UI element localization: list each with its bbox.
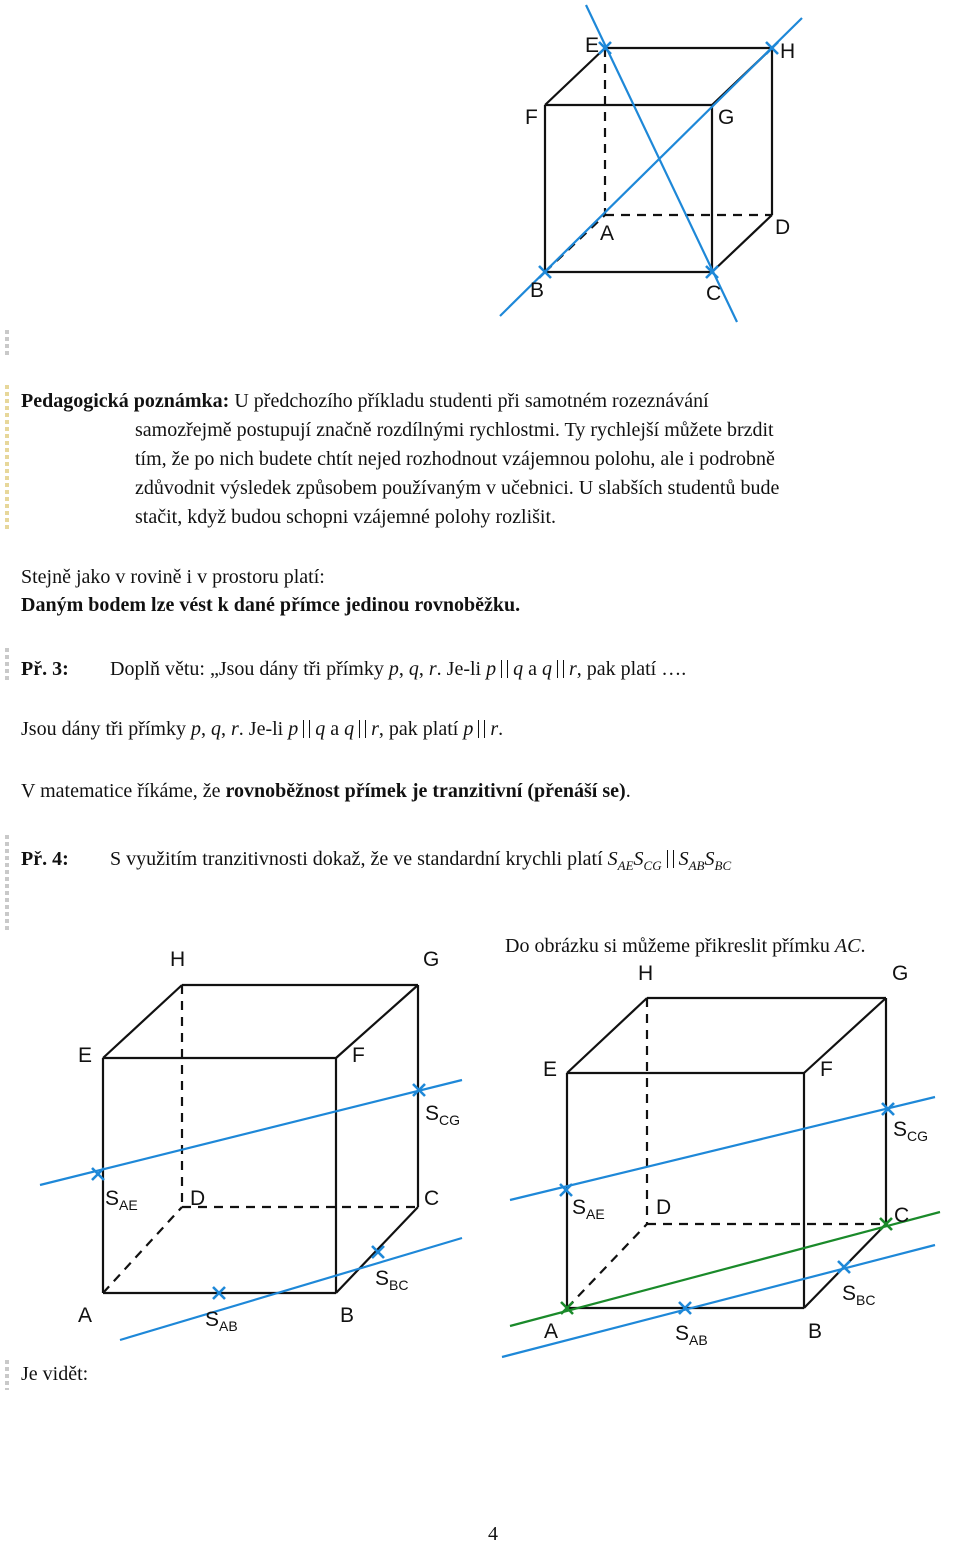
ex3-label: Př. 3: [21, 658, 69, 680]
note-line-4: zdůvodnit výsledek způsobem používaným v učebnici. U slabších studentů bude [135, 477, 780, 499]
f3-label-c: C [894, 1204, 910, 1227]
parallel-symbol [303, 720, 310, 738]
point-marker-sbc [372, 1246, 384, 1258]
rule-intro: Stejně jako v rovině i v prostoru platí: [21, 566, 325, 588]
label-c: C [706, 282, 722, 305]
label-g: G [718, 106, 735, 129]
f2-label-f: F [352, 1044, 365, 1067]
f2-label-h: H [170, 948, 186, 971]
label-d: D [775, 216, 791, 239]
label-h: H [780, 40, 796, 63]
ex3-text: Doplň větu: „Jsou dány tři přímky p, q, r. Je-li p q a q r, pak platí …. [110, 658, 687, 680]
f3-marker-scg [882, 1103, 894, 1115]
label-a: A [600, 222, 615, 245]
parallel-symbol [501, 660, 508, 678]
f3-marker-c [880, 1218, 892, 1230]
label-e: E [585, 34, 600, 57]
f3-label-d: D [656, 1196, 672, 1219]
f3-label-sbc: $S_{BC}$ [842, 1282, 876, 1308]
f2-label-d: D [190, 1187, 206, 1210]
f2-label-g: G [423, 948, 440, 971]
f2-label-a: A [78, 1304, 93, 1327]
parallel-symbol [667, 850, 674, 868]
margin-marker [5, 1360, 9, 1390]
label-f: F [525, 106, 538, 129]
f3-label-g: G [892, 962, 909, 985]
f3-label-b: B [808, 1320, 823, 1343]
f2-label-e: E [78, 1044, 93, 1067]
f3-label-e: E [543, 1058, 558, 1081]
transitivity-text: V matematice říkáme, že rovnoběžnost přímek je tranzitivní (přenáší se). [21, 780, 631, 802]
parallel-symbol [478, 720, 485, 738]
label-b: B [530, 279, 545, 302]
note-line-3: tím, že po nich budete chtít nejed rozhodnout vzájemnou polohu, ale i podrobně [135, 448, 775, 470]
note-label: Pedagogická poznámka: [21, 390, 230, 412]
margin-marker [5, 835, 9, 930]
f3-label-scg: $S_{CG}$ [893, 1118, 929, 1144]
figure3-caption: Do obrázku si můžeme přikreslit přímku AC. [505, 935, 866, 957]
f3-label-sab: $S_{AB}$ [675, 1322, 708, 1348]
line-sae-scg [40, 1080, 462, 1185]
note-margin-marker [5, 385, 9, 530]
f3-label-a: A [544, 1320, 559, 1343]
f2-label-c: C [424, 1187, 440, 1210]
f2-label-scg: $S_{CG}$ [425, 1102, 461, 1128]
f2-label-sae: $S_{AE}$ [105, 1187, 138, 1213]
f3-marker-sae [560, 1184, 572, 1196]
f3-marker-sbc [838, 1261, 850, 1273]
ex4-text: S využitím tranzitivnosti dokaž, že ve standardní krychli platí $S_{AE}S_{CG}$ $S_{AB}S_{BC}$ [110, 848, 732, 873]
figure-cube-1 [0, 0, 960, 340]
f2-label-sbc: $S_{BC}$ [375, 1267, 409, 1293]
f3-label-sae: $S_{AE}$ [572, 1196, 605, 1222]
point-marker-scg [413, 1084, 425, 1096]
f3-marker-a [561, 1302, 573, 1314]
rule-statement: Daným bodem lze vést k dané přímce jedinou rovnoběžku. [21, 594, 521, 616]
f3-label-h: H [638, 962, 654, 985]
f3-line-ac [510, 1212, 940, 1326]
parallel-symbol [359, 720, 366, 738]
f3-line-sae-scg [510, 1097, 935, 1200]
line-sab-sbc [120, 1238, 462, 1340]
parallel-symbol [557, 660, 564, 678]
point-marker-sab [213, 1287, 225, 1299]
page-number: 4 [488, 1523, 498, 1545]
f2-label-b: B [340, 1304, 355, 1327]
f3-marker-sab [679, 1302, 691, 1314]
point-marker-sae [92, 1168, 104, 1180]
ans3-text: Jsou dány tři přímky p, q, r. Je-li p q a q r, pak platí p r. [21, 718, 504, 740]
ex4-label: Př. 4: [21, 848, 69, 870]
margin-marker [5, 648, 9, 682]
seen-text: Je vidět: [21, 1363, 89, 1385]
f2-label-sab: $S_{AB}$ [205, 1308, 238, 1334]
note-line-5: stačit, když budou schopni vzájemné polohy rozlišit. [135, 506, 557, 528]
f3-line-sab-sbc [502, 1245, 935, 1357]
note-line-1: Pedagogická poznámka: U předchozího příkladu studenti při samotném rozeznávání [21, 390, 709, 412]
note-line-2: samozřejmě postupují značně rozdílnými rychlostmi. Ty rychlejší můžete brzdit [135, 419, 774, 441]
f3-label-f: F [820, 1058, 833, 1081]
